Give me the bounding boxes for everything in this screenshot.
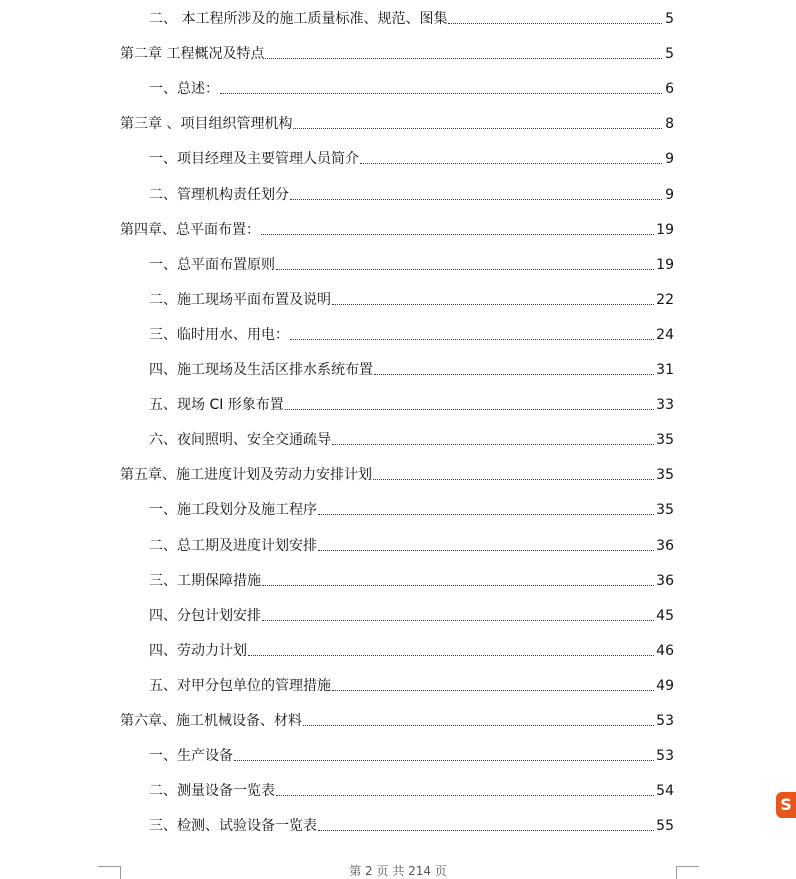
toc-dot-leader	[318, 514, 654, 515]
toc-entry-page-number: 53	[656, 748, 674, 765]
toc-entry-title: 二、测量设备一览表	[149, 783, 275, 800]
toc-dot-leader	[373, 479, 654, 480]
toc-entry-page-number: 19	[656, 221, 674, 238]
toc-entry[interactable]	[149, 811, 674, 835]
toc-entry-title: 二、施工现场平面布置及说明	[149, 291, 331, 308]
toc-entry[interactable]	[149, 144, 674, 168]
toc-entry[interactable]	[120, 109, 674, 133]
toc-dot-leader	[303, 725, 654, 726]
toc-entry-page-number: 19	[656, 256, 674, 273]
toc-entry-title: 第二章 工程概况及特点	[120, 46, 265, 63]
toc-entry-page-number: 36	[656, 572, 674, 589]
toc-entry[interactable]	[149, 776, 674, 800]
toc-entry-page-number: 24	[656, 326, 674, 343]
toc-entry-page-number: 35	[656, 467, 674, 484]
toc-entry-title: 一、施工段划分及施工程序	[149, 502, 317, 519]
toc-dot-leader	[290, 199, 662, 200]
toc-dot-leader	[360, 163, 662, 164]
toc-entry-title: 二、管理机构责任划分	[149, 186, 289, 203]
toc-entry-page-number: 22	[656, 291, 674, 308]
toc-entry-page-number: 8	[665, 116, 674, 133]
toc-entry[interactable]	[149, 250, 674, 274]
toc-entry[interactable]	[149, 390, 674, 414]
toc-dot-leader	[220, 93, 662, 94]
toc-entry[interactable]	[120, 460, 674, 484]
toc-entry-title: 六、夜间照明、安全交通疏导	[149, 432, 331, 449]
toc-entry-title: 第六章、施工机械设备、材料	[120, 713, 302, 729]
toc-entry-title: 一、总述：	[149, 81, 219, 98]
toc-entry[interactable]	[120, 215, 674, 239]
toc-entry-title: 二、总工期及进度计划安排	[149, 537, 317, 554]
toc-dot-leader	[261, 234, 654, 235]
toc-dot-leader	[318, 550, 654, 551]
toc-dot-leader	[276, 269, 654, 270]
toc-entry-page-number: 45	[656, 607, 674, 624]
toc-entry[interactable]	[120, 39, 674, 63]
toc-entry[interactable]	[120, 706, 674, 730]
toc-dot-leader	[248, 655, 654, 656]
toc-entry-page-number: 5	[665, 46, 674, 63]
toc-entry-page-number: 9	[665, 186, 674, 203]
toc-entry-title: 四、施工现场及生活区排水系统布置	[149, 362, 373, 378]
toc-entry-page-number: 46	[656, 642, 674, 659]
toc-entry[interactable]	[149, 320, 674, 344]
toc-entry-page-number: 5	[665, 11, 674, 27]
toc-entry-page-number: 6	[665, 81, 674, 98]
toc-dot-leader	[290, 339, 654, 340]
toc-entry-page-number: 31	[656, 362, 674, 378]
toc-entry[interactable]	[149, 425, 674, 449]
toc-dot-leader	[262, 620, 654, 621]
toc-entry-title: 第四章、总平面布置：	[120, 221, 260, 238]
toc-entry-title: 二、 本工程所涉及的施工质量标准、规范、图集	[149, 11, 448, 27]
toc-entry[interactable]	[149, 285, 674, 309]
toc-entry-title: 四、分包计划安排	[149, 607, 261, 624]
toc-dot-leader	[234, 760, 654, 761]
toc-entry-title: 三、临时用水、用电：	[149, 326, 289, 343]
toc-entry-title: 第三章 、项目组织管理机构	[120, 116, 293, 133]
toc-dot-leader	[318, 830, 654, 831]
toc-entry-page-number: 36	[656, 537, 674, 554]
toc-entry[interactable]	[149, 180, 674, 204]
toc-entry[interactable]	[149, 636, 674, 660]
toc-dot-leader	[332, 444, 654, 445]
toc-entry-page-number: 35	[656, 502, 674, 519]
toc-entry-page-number: 9	[665, 151, 674, 168]
toc-entry[interactable]	[149, 741, 674, 765]
toc-entry-title: 一、生产设备	[149, 748, 233, 765]
toc-entry-title: 五、对甲分包单位的管理措施	[149, 677, 331, 694]
toc-entry[interactable]	[149, 566, 674, 590]
toc-entry[interactable]	[149, 4, 674, 28]
sogou-ime-icon[interactable]: S	[776, 792, 796, 818]
toc-dot-leader	[374, 374, 654, 375]
toc-entry-page-number: 54	[656, 783, 674, 800]
toc-entry[interactable]	[149, 74, 674, 98]
toc-entry-title: 四、劳动力计划	[149, 642, 247, 659]
toc-entry[interactable]	[149, 671, 674, 695]
toc-dot-leader	[276, 795, 654, 796]
toc-dot-leader	[448, 23, 662, 24]
toc-entry-page-number: 55	[656, 818, 674, 835]
toc-dot-leader	[293, 128, 662, 129]
toc-entry-title: 五、现场 CI 形象布置	[149, 397, 284, 414]
toc-dot-leader	[332, 304, 654, 305]
toc-dot-leader	[265, 58, 662, 59]
toc-entry-title: 三、检测、试验设备一览表	[149, 818, 317, 835]
toc-entry[interactable]	[149, 495, 674, 519]
page-footer: 第 2 页 共 214 页	[349, 864, 447, 878]
toc-entry-page-number: 35	[656, 432, 674, 449]
toc-entry-page-number: 53	[656, 713, 674, 729]
toc-entry-title: 第五章、施工进度计划及劳动力安排计划	[120, 467, 372, 484]
toc-entry[interactable]	[149, 355, 674, 379]
toc-dot-leader	[262, 585, 654, 586]
toc-dot-leader	[285, 409, 654, 410]
toc-entry-title: 一、总平面布置原则	[149, 256, 275, 273]
toc-entry-page-number: 49	[656, 677, 674, 694]
toc-entry-page-number: 33	[656, 397, 674, 414]
toc-entry-title: 三、工期保障措施	[149, 572, 261, 589]
toc-dot-leader	[332, 690, 654, 691]
toc-entry[interactable]	[149, 531, 674, 555]
toc-entry-title: 一、项目经理及主要管理人员简介	[149, 151, 359, 168]
toc-entry[interactable]	[149, 601, 674, 625]
